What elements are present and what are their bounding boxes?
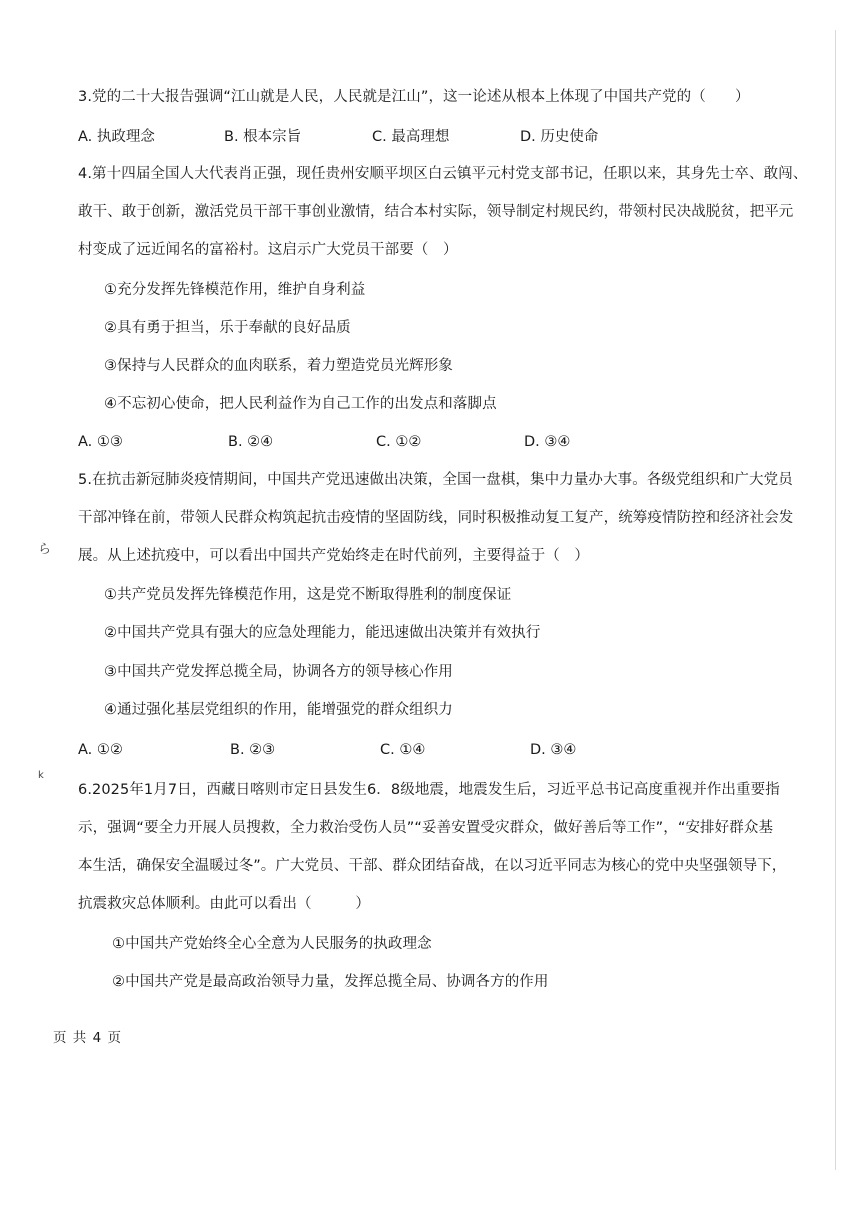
q6-stem-line-1: 6.2025年1月7日，西藏日喀则市定日县发生6．8级地震，地震发生后，习近平总书记高度重视并作出重要指 [78,782,780,798]
q4-item-2: ②具有勇于担当，乐于奉献的良好品质 [104,320,351,336]
q5-item-3: ③中国共产党发挥总揽全局，协调各方的领导核心作用 [104,664,453,680]
q5-option-d: D. ③④ [530,742,577,758]
q5-item-2: ②中国共产党具有强大的应急处理能力，能迅速做出决策并有效执行 [104,625,541,641]
q6-stem-line-3: 本生活，确保安全温暖过冬”。广大党员、干部、群众团结奋战，在以习近平同志为核心的党中央坚强领导下， [78,858,787,874]
page-edge-line [835,30,836,1170]
page-footer: 页 共 4 页 [53,1030,122,1046]
q4-option-c: C. ①② [376,434,422,450]
q3-option-d: D. 历史使命 [520,129,599,145]
q4-item-1: ①充分发挥先锋模范作用，维护自身利益 [104,282,366,298]
q4-stem-line-3: 村变成了远近闻名的富裕村。这启示广大党员干部要（ ） [78,242,458,258]
q4-option-d: D. ③④ [524,434,571,450]
q5-option-b: B. ②③ [230,742,276,758]
margin-mark-1: ら [38,542,52,557]
q3-options [78,127,778,147]
q5-stem-line-3: 展。从上述抗疫中，可以看出中国共产党始终走在时代前列，主要得益于（ ） [78,548,589,564]
q5-options [78,740,778,760]
q5-option-a: A. ①② [78,742,123,758]
q5-stem-line-1: 5.在抗击新冠肺炎疫情期间，中国共产党迅速做出决策，全国一盘棋，集中力量办大事。各级党组织和广大党员 [78,472,793,488]
q5-item-4: ④通过强化基层党组织的作用，能增强党的群众组织力 [104,702,453,718]
q6-item-1: ①中国共产党始终全心全意为人民服务的执政理念 [112,936,432,952]
q5-item-1: ①共产党员发挥先锋模范作用，这是党不断取得胜利的制度保证 [104,587,512,603]
q3-option-b: B. 根本宗旨 [224,129,302,145]
q4-item-3: ③保持与人民群众的血肉联系，着力塑造党员光辉形象 [104,358,453,374]
q4-option-a: A. ①③ [78,434,123,450]
q5-stem-line-2: 干部冲锋在前，带领人民群众构筑起抗击疫情的坚固防线，同时积极推动复工复产，统筹疫情防控和经济社会发 [78,510,794,526]
q4-options [78,432,778,452]
q3-option-c: C. 最高理想 [372,129,450,145]
q6-stem-line-2: 示，强调“要全力开展人员搜救，全力救治受伤人员”“妥善安置受灾群众，做好善后等工作”，“安排好群众基 [78,820,774,836]
q4-item-4: ④不忘初心使命，把人民利益作为自己工作的出发点和落脚点 [104,396,497,412]
q4-stem-line-2: 敢干、敢于创新，激活党员干部干事创业激情，结合本村实际，领导制定村规民约，带领村民决战脱贫，把平元 [78,204,794,220]
q3-option-a: A. 执政理念 [78,129,155,145]
q4-stem-line-1: 4.第十四届全国人大代表肖正强，现任贵州安顺平坝区白云镇平元村党支部书记，任职以来，其身先士卒、敢闯、 [78,166,808,182]
q6-stem-line-4: 抗震救灾总体顺利。由此可以看出（ ） [78,896,370,912]
q4-option-b: B. ②④ [228,434,274,450]
q6-item-2: ②中国共产党是最高政治领导力量，发挥总揽全局、协调各方的作用 [112,974,549,990]
q5-option-c: C. ①④ [380,742,426,758]
margin-mark-2: k [38,770,44,781]
q3-stem: 3.党的二十大报告强调“江山就是人民，人民就是江山”，这一论述从根本上体现了中国共产党的（ ） [78,89,750,105]
